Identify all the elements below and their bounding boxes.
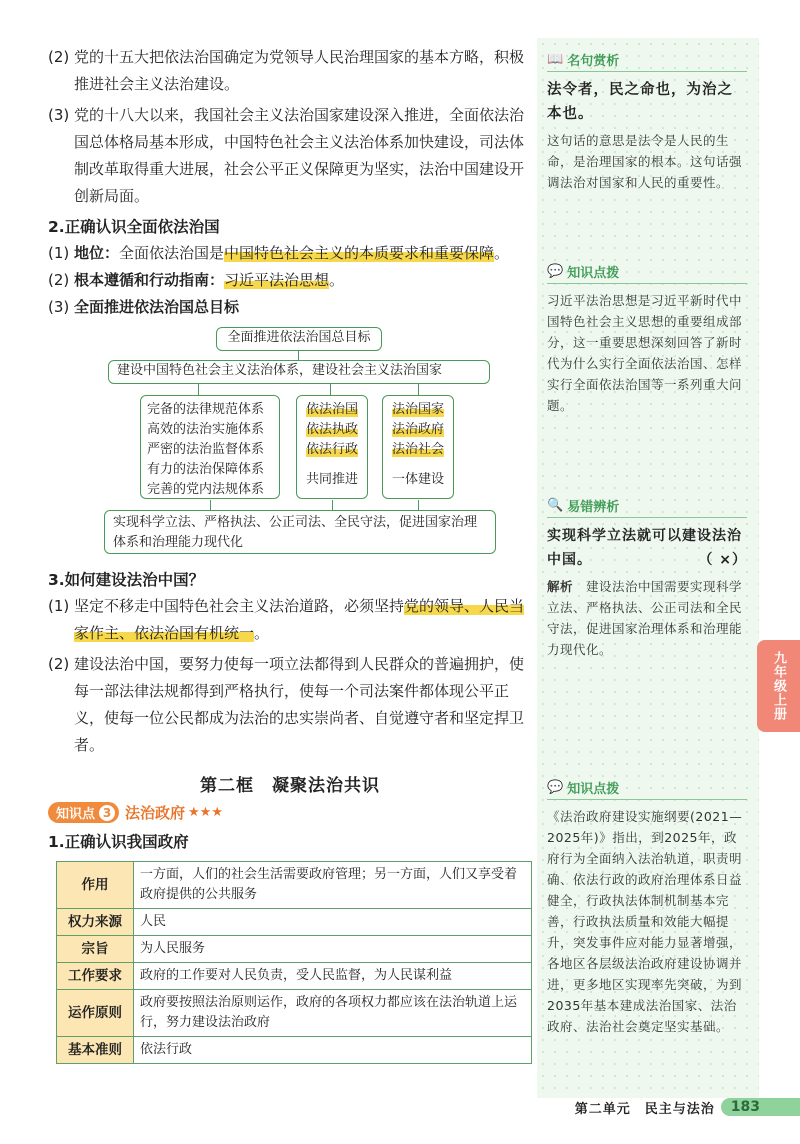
item-number: (2) [48,271,70,289]
connector [418,383,419,395]
grade-tab: 九年级上册 [757,640,800,732]
badge-label: 知识点 [56,807,96,822]
connector [418,500,419,510]
wrong-mark: （ ×） [698,552,747,568]
paragraph-text: 建设法治中国，要努力使每一项立法都得到人民群众的普遍拥护，使每一部法律法规都得到严格执行，使每一个司法案件都体现公平正义，使每一位公民都成为法治的忠实崇尚者、自觉遵守者和坚定捍卫者。 [74,655,525,754]
row-value: 依法行政 [134,1037,532,1064]
page-footer [575,1096,800,1118]
paragraph-text: 党的十五大把依法治国确定为党领导人民治理国家的基本方略，积极推进社会主义法治建设。 [74,48,525,93]
mid-box [296,395,368,499]
analysis [547,576,747,660]
tip-icon: 💬 [547,780,564,795]
sidebar-quote-block [547,50,747,193]
highlight-text: 习近平法治思想 [224,271,330,289]
system-item: 完善的党内法规体系 [147,482,265,497]
magnifier-icon: 🔍 [547,498,564,513]
row-key: 基本准则 [57,1037,134,1064]
item-text: 。 [254,624,270,642]
sidebar-tag [547,262,747,284]
diagram-bottom-box: 实现科学立法、严格执法、公正司法、全民守法，促进国家治理体系和治理能力现代化 [104,510,496,554]
quote-text: 法令者，民之命也，为治之本也。 [547,82,733,122]
highlight-text: 党的领导、人民当家作主、依法治国有机统一 [74,597,525,642]
how-item-2 [48,651,532,759]
right-item: 法治国家 [391,402,444,417]
table-row [57,862,532,909]
item-number: (2) [48,48,70,66]
row-key: 宗旨 [57,936,134,963]
item-text: 坚定不移走中国特色社会主义法治道路，必须坚持 [74,597,405,615]
sidebar-tag [547,778,747,800]
system-item: 高效的法治实施体系 [147,422,265,437]
row-value: 一方面，人们的社会生活需要政府管理；另一方面，人们又享受着政府提供的公共服务 [134,862,532,909]
item-text: 。 [494,244,510,262]
item-number: (2) [48,655,70,673]
section-title: 第二框 凝聚法治共识 [200,776,380,796]
connector [210,500,211,510]
goal-line [48,294,532,321]
book-icon: 📖 [547,52,564,67]
tag-label: 知识点拨 [567,782,620,797]
tag-label: 易错辨析 [567,500,620,515]
right-item: 法治政府 [391,422,444,437]
tip-text: 《法治政府建设实施纲要(2021—2025年)》指出，到2025年，政府行为全面纳入法治轨道，职责明确、依法行政的政府治理体系日益健全，行政执法体制机制基本完善，行政执法质量和效能大幅提升，突发事件应对能力显著增强，各地区各层级法治政府建设协调并进，更多地区实现率先突破，为到2035年基本建成法治国家、法治政府、法治社会奠定坚实基础。 [547,809,743,1034]
tag-label: 名句赏析 [567,54,620,69]
paragraph-3 [48,102,532,210]
row-key: 权力来源 [57,909,134,936]
diagram-second-box: 建设中国特色社会主义法治体系，建设社会主义法治国家 [108,360,490,384]
quote-explanation: 这句话的意思是法令是人民的生命，是治理国家的根本。这句话强调法治对国家和人民的重要性。 [547,133,743,190]
section-heading: 3.如何建设法治中国？ [48,571,205,589]
item-text: 全面依法治国是 [119,244,225,262]
system-item: 严密的法治监督体系 [147,442,265,457]
section-heading: 2.正确认识全面依法治国 [48,218,220,236]
system-item: 完备的法律规范体系 [147,402,265,417]
table-row [57,990,532,1037]
right-item: 法治社会 [391,442,444,457]
guideline-line [48,267,532,294]
star-rating: ★★★ [188,805,223,820]
how-item-1 [48,593,532,647]
main-column [48,44,532,1064]
knowledge-point-header [48,802,532,823]
row-key: 运作原则 [57,990,134,1037]
tag-label: 知识点拨 [567,266,620,281]
sidebar-tip-block-2 [547,778,747,1037]
tip-text: 习近平法治思想是习近平新时代中国特色社会主义思想的重要组成部分，这一重要思想深刻回答了新时代为什么实行全面依法治国、怎样实行全面依法治国等一系列重大问题。 [547,293,743,413]
highlight-text: 中国特色社会主义的本质要求和重要保障 [224,244,495,262]
sidebar-tip-block [547,262,747,416]
page-number: 183 [721,1098,800,1116]
paragraph-2 [48,44,532,98]
analysis-text: 建设法治中国需要实现科学立法、严格执法、公正司法和全民守法，促进国家治理体系和治理能力现代化。 [547,579,743,657]
item-number: (3) [48,298,70,316]
diagram-top-box: 全面推进依法治国总目标 [216,327,382,351]
item-number: (3) [48,106,70,124]
mid-item: 依法行政 [305,442,358,457]
connector [330,383,331,395]
knowledge-title: 法治政府 [125,804,186,822]
position-line [48,240,532,267]
analysis-label: 解析 [547,579,574,594]
table-row [57,909,532,936]
connector [198,383,199,395]
tip-icon: 💬 [547,264,564,279]
table-row [57,963,532,990]
item-number: (1) [48,244,70,262]
row-key: 作用 [57,862,134,909]
row-key: 工作要求 [57,963,134,990]
table-row [57,936,532,963]
government-table [56,861,532,1064]
item-label: 全面推进依法治国总目标 [74,298,240,316]
section-heading: 1.正确认识我国政府 [48,833,189,851]
sidebar-tag [547,496,747,518]
row-value: 政府要按照法治原则运作，政府的各项权力都应该在法治轨道上运行，努力建设法治政府 [134,990,532,1037]
error-statement [547,524,747,572]
statement-text: 实现科学立法就可以建设法治中国。 [547,528,742,568]
item-label: 根本遵循和行动指南： [74,271,225,289]
system-item: 有力的法治保障体系 [147,462,265,477]
sidebar [537,38,759,1098]
mid-item: 依法治国 [305,402,358,417]
right-foot: 一体建设 [391,472,444,487]
systems-box [140,395,280,499]
mid-item: 依法执政 [305,422,358,437]
row-value: 政府的工作要对人民负责，受人民监督，为人民谋利益 [134,963,532,990]
sidebar-tag [547,50,747,72]
row-value: 为人民服务 [134,936,532,963]
row-value: 人民 [134,909,532,936]
unit-label: 第二单元 民主与法治 [574,1101,715,1117]
item-text: 。 [329,271,345,289]
knowledge-badge [48,802,119,823]
connector [332,500,333,510]
badge-number: 3 [99,805,115,821]
goal-diagram [48,325,532,589]
paragraph-text: 党的十八大以来，我国社会主义法治国家建设深入推进，全面依法治国总体格局基本形成，中国特色社会主义法治体系加快建设，司法体制改革取得重大进展，社会公平正义保障更为坚实，法治中国建设开创新局面。 [74,106,525,205]
mid-foot: 共同推进 [305,472,358,487]
connector [298,350,299,360]
item-label: 地位： [74,244,120,262]
sidebar-error-block [547,496,747,660]
right-box [382,395,454,499]
table-row [57,1037,532,1064]
item-number: (1) [48,597,70,615]
